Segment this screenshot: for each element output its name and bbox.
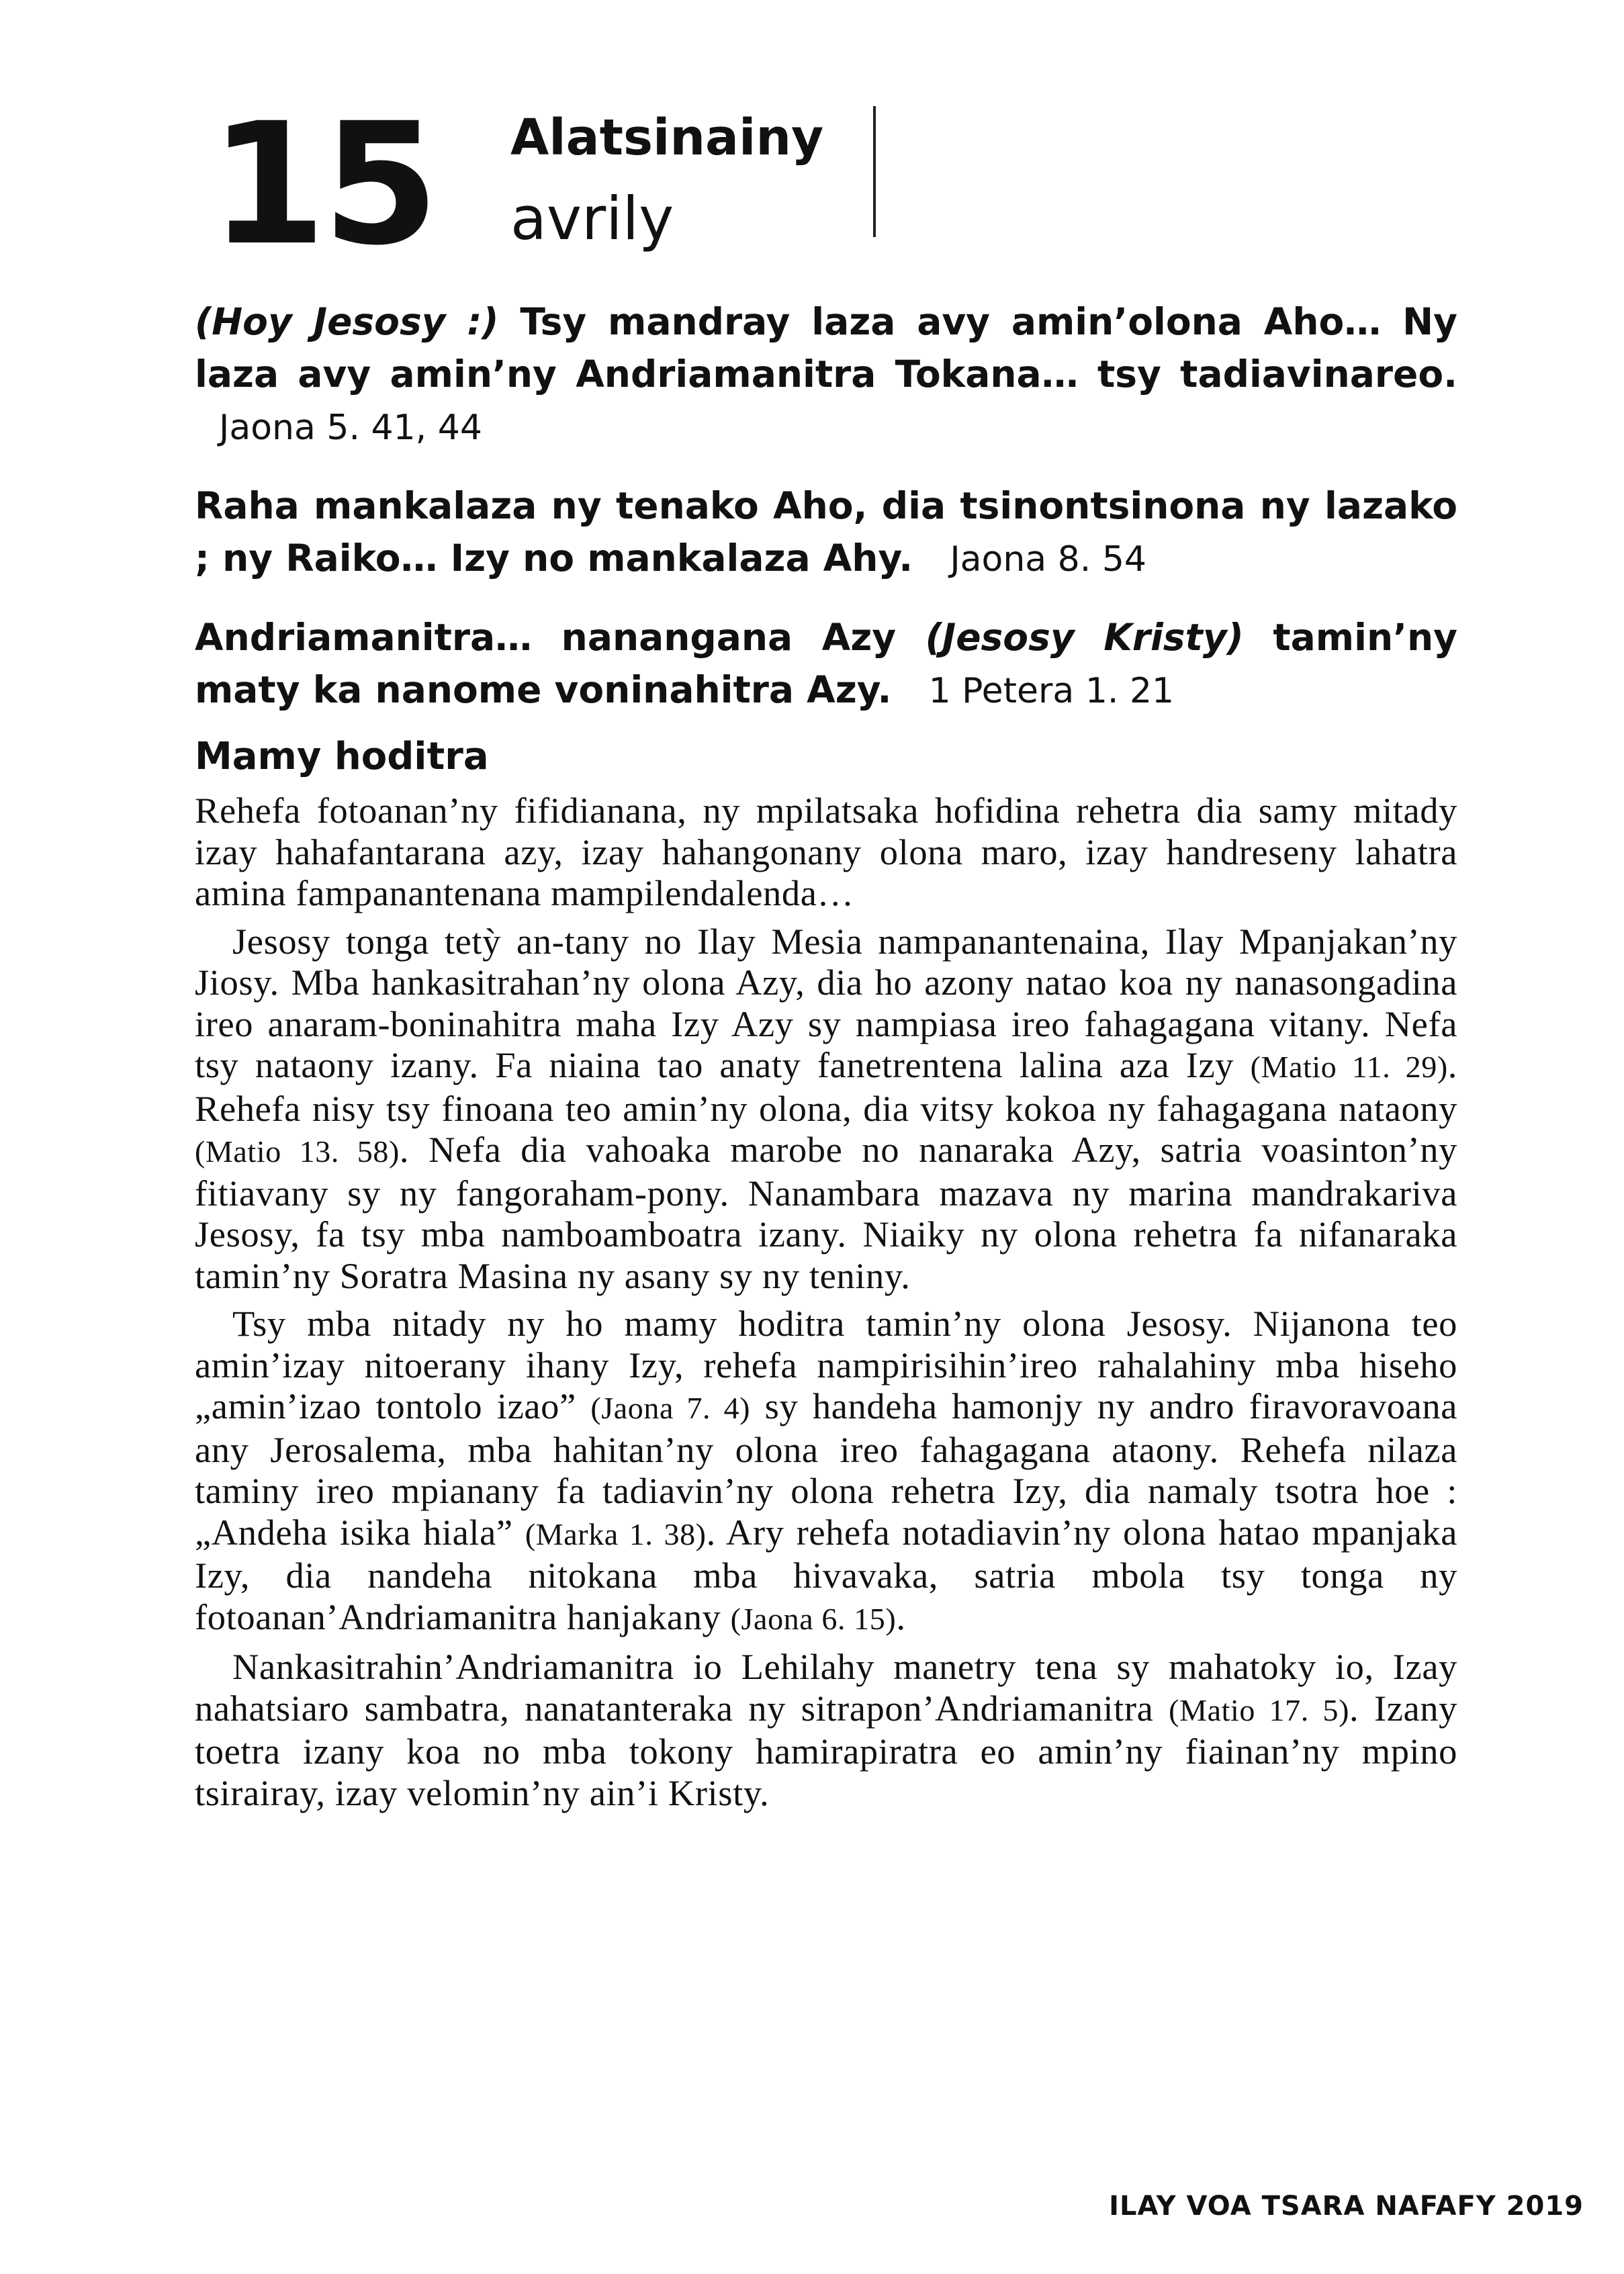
paragraph-3-reference-1: (Jaona 7. 4) xyxy=(590,1391,751,1425)
paragraph-3 xyxy=(195,1303,1457,1639)
paragraph-4 xyxy=(195,1646,1457,1813)
paragraph-3-text-4: . xyxy=(896,1596,906,1637)
paragraph-4-reference-1: (Matio 17. 5) xyxy=(1169,1692,1349,1727)
paragraph-2-text-2: . Rehefa nisy tsy finoana teo amin’ny olona, dia vitsy kokoa ny fahagagana nataony xyxy=(195,1044,1457,1129)
verse-1-text: Tsy mandray laza avy amin’olona Aho… Ny laza avy amin’ny Andriamanitra Tokana… tsy tadiavinareo. xyxy=(195,300,1457,396)
paragraph-4-text-2: . Izany toetra izany koa no mba tokony hamirapiratra eo amin’ny fiainan’ny mpino tsirairay, izay velomin’ny ain’i Kristy. xyxy=(195,1687,1457,1813)
verse-2 xyxy=(195,480,1457,586)
article-body xyxy=(195,790,1457,1820)
paragraph-4-text-1: Nankasitrahin’Andriamanitra io Lehilahy manetry tena sy mahatoky io, Izay nahatsiaro sambatra, nanatanteraka ny sitrapon’Andriamanitra xyxy=(195,1646,1457,1729)
paragraph-3-reference-2: (Marka 1. 38) xyxy=(525,1516,707,1551)
verse-2-text: Raha mankalaza ny tenako Aho, dia tsinontsinona ny lazako ; ny Raiko… Izy no mankalaza Ahy. xyxy=(195,484,1457,580)
verse-1-reference: Jaona 5. 41, 44 xyxy=(219,408,482,448)
paragraph-3-text-1: Tsy mba nitady ny ho mamy hoditra tamin’ny olona Jesosy. Nijanona teo amin’izay nitoerany ihany Izy, rehefa nampirisihin’ireo rahalahiny mba hiseho „amin’izao tontolo izao” xyxy=(195,1303,1457,1426)
verse-3-reference: 1 Petera 1. 21 xyxy=(928,671,1175,711)
footer-publication-title: ILAY VOA TSARA NAFAFY 2019 xyxy=(1109,2191,1584,2222)
paragraph-3-reference-3: (Jaona 6. 15) xyxy=(730,1601,897,1636)
verse-1 xyxy=(195,295,1457,454)
verse-2-reference: Jaona 8. 54 xyxy=(950,539,1146,580)
verse-3-text-a: Andriamanitra… nanangana Azy xyxy=(195,616,897,659)
section-title: Mamy hoditra xyxy=(195,735,489,778)
weekday-label: Alatsinainy xyxy=(510,109,824,167)
verse-3-inline-note: (Jesosy Kristy) xyxy=(925,616,1244,659)
paragraph-3-text-3: . Ary rehefa notadiavin’ny olona hatao mpanjaka Izy, dia nandeha nitokana mba hivavaka, satria mbola tsy tonga ny fotoanan’Andriamanitra hanjakany xyxy=(195,1511,1457,1637)
paragraph-1 xyxy=(195,790,1457,914)
header-divider xyxy=(873,106,876,237)
paragraph-3-text-2: sy handeha hamonjy ny andro firavoravoana any Jerosalema, mba hahitan’ny olona ireo fahagagana ataony. Rehefa nilaza taminy ireo mpianany fa tadiavin’ny olona rehetra Izy, dia namaly tsotra hoe : „Andeha isika hiala” xyxy=(195,1385,1457,1553)
verse-3-text-b: tamin’ny maty ka nanome voninahitra Azy. xyxy=(195,616,1457,711)
month-label: avrily xyxy=(510,184,674,253)
paragraph-2 xyxy=(195,921,1457,1297)
paragraph-2-text-1: Jesosy tonga tetỳ an-tany no Ilay Mesia nampanantenaina, Ilay Mpanjakan’ny Jiosy. Mba hankasitrahan’ny olona Azy, dia ho azony natao koa ny nanasongadina ireo anaram-boninahitra maha Izy Azy sy nampiasa ireo fahagagana vitany. Nefa tsy nataony izany. Fa niaina tao anaty fanetrentena lalina aza Izy xyxy=(195,920,1457,1085)
verse-1-intro: (Hoy Jesosy :) xyxy=(195,300,499,343)
paragraph-2-reference-2: (Matio 13. 58) xyxy=(195,1134,400,1169)
verse-block xyxy=(195,295,1457,743)
verse-3 xyxy=(195,611,1457,717)
day-number: 15 xyxy=(210,87,435,282)
paragraph-2-text-3: . Nefa dia vahoaka marobe no nanaraka Azy, satria voasinton’ny fitiavany sy ny fangoraham-pony. Nanambara mazava ny marina mandrakariva Jesosy, fa tsy mba namboamboatra izany. Niaiky ny olona rehetra fa nifanaraka tamin’ny Soratra Masina ny asany sy ny teniny. xyxy=(195,1129,1458,1296)
paragraph-1-text: Rehefa fotoanan’ny fifidianana, ny mpilatsaka hofidina rehetra dia samy mitady izay hahafantarana azy, izay hahangonany olona maro, izay handreseny lahatra amina fampanantenana mampilendalenda… xyxy=(195,790,1457,913)
paragraph-2-reference-1: (Matio 11. 29) xyxy=(1250,1050,1448,1084)
